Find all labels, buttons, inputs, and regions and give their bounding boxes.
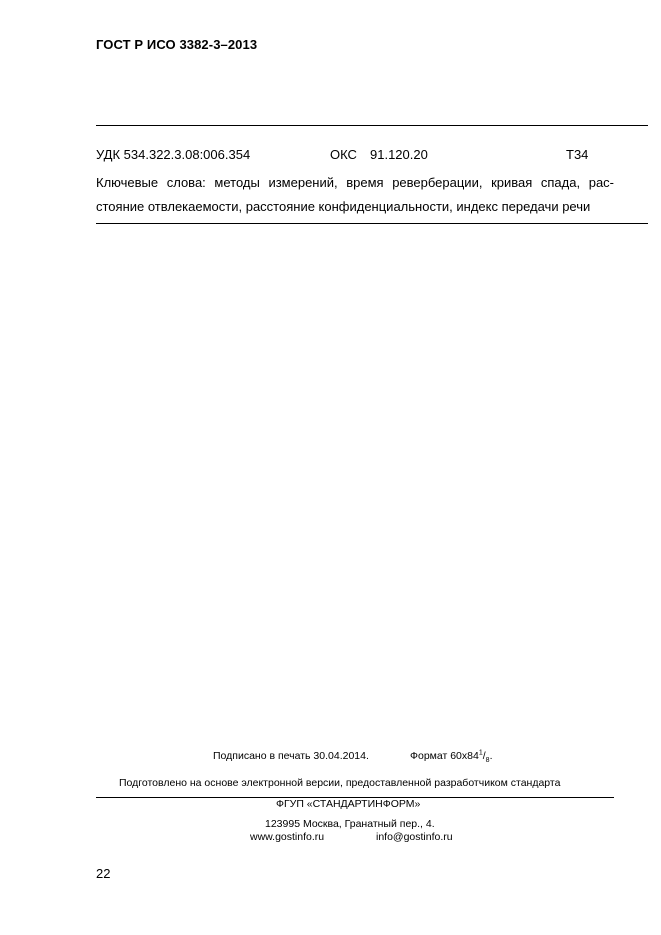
publisher-email: info@gostinfo.ru — [376, 831, 453, 843]
keywords-block — [96, 171, 614, 219]
document-header: ГОСТ Р ИСО 3382-3–2013 — [96, 37, 258, 52]
keywords-line: Ключевые слова: методы измерений, время реверберации, кривая спада, рас- — [96, 175, 614, 190]
format-numerator: 1 — [478, 749, 483, 757]
prepared-note: Подготовлено на основе электронной версии, предоставленной разработчиком стандарта — [119, 777, 561, 789]
format-label: Формат 60х84 — [410, 750, 479, 762]
format-end: . — [489, 750, 493, 762]
publisher-website: www.gostinfo.ru — [250, 831, 325, 843]
signed-date: Подписано в печать 30.04.2014. — [213, 750, 369, 762]
format-denominator: 8 — [485, 757, 490, 765]
keywords-divider — [96, 223, 648, 224]
top-divider — [96, 125, 648, 126]
category-code: Т34 — [566, 147, 589, 162]
publisher-name: ФГУП «СТАНДАРТИНФОРМ» — [276, 798, 421, 810]
keywords-line: стояние отвлекаемости, расстояние конфиденциальности, индекс передачи речи — [96, 199, 591, 214]
oks-label: ОКС — [330, 147, 357, 162]
page-number: 22 — [96, 866, 111, 881]
publisher-address: 123995 Москва, Гранатный пер., 4. — [265, 818, 435, 830]
oks-value: 91.120.20 — [370, 147, 428, 162]
paper-format: Формат $60х84^1/_8$. — [410, 749, 493, 765]
udk-code: УДК 534.322.3.08:006.354 — [96, 147, 251, 162]
